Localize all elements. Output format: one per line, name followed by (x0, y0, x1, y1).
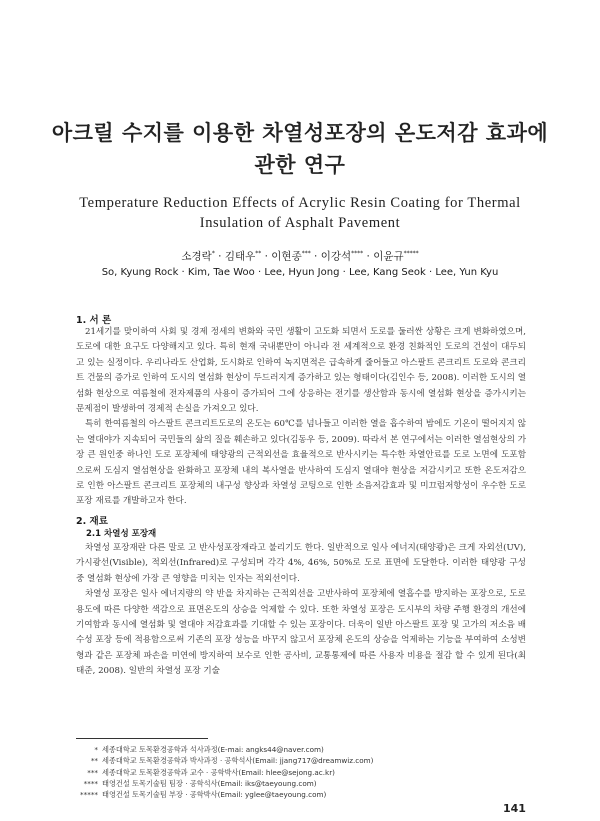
english-title (40, 193, 560, 233)
footnote-1-text: 세종대학교 토목환경공학과 석사과정(E-mai: angks44@naver.com) (102, 745, 324, 754)
section-1-paragraph-2: 특히 한여름철의 아스팔트 콘크리트도로의 온도는 60℃를 넘나들고 이러한 열을 흡수하여 밤에도 기온이 떨어지지 않는 열대야가 지속되어 국민들의 삶의 질을 훼손하고 있다(김동우 등, 2009). 따라서 본 연구에서는 이러한 열섬현상의 가장 큰 원인중 하나인 도로 포장체에 태양광의 근적외선을 효율적으로 반사시키는 특수한 차열안료를 도로 노면에 도포함으로써 도심지 열섬현상을 완화하고 포장체 내의 복사열을 반사하여 도심지 열대야 현상을 저감시키고 또한 온도저감으로 인한 아스팔트 콘크리트 포장체의 내구성 향상과 차열성 코팅으로 인한 소음저감효과 및 미끄럼저항성이 우수한 도로포장 재료를 개발하고자 한다. (76, 419, 526, 507)
section-2-paragraph-1: 차열성 포장재란 다른 말로 고 반사성포장재라고 불리기도 한다. 일반적으로 일사 에너지(태양광)은 크게 자외선(UV), 가시광선(Visible), 적외선(Infrared)로 구성되며 각각 4%, 46%, 50%로 도로 표면에 도달한다. 이러한 태양광 구성 중 열섬화 현상에 가장 큰 영향을 미치는 인자는 적외선이다. (76, 543, 526, 584)
footnote-4-mark: **** (83, 778, 98, 788)
footnote-5 (76, 789, 476, 800)
footnote-3 (76, 767, 476, 778)
english-title-line-2: Insulation of Asphalt Pavement (199, 215, 401, 231)
author-2-name: 김태우 (224, 250, 256, 263)
section-2-body (76, 541, 526, 680)
page-number: 141 (503, 802, 526, 815)
section-1-paragraph-1: 21세기를 맞이하여 사회 및 경제 정세의 변화와 국민 생활이 고도화 되면서 도로를 둘러싼 상황은 크게 변화하였으며, 도로에 대한 요구도 다양해지고 있다. 특히 현재 국내뿐만이 아니라 전 세계적으로 환경 친화적인 도로의 건설이 대두되고 있는 실정이다. 우리나라도 산업화, 도시화로 인하여 녹지면적은 급속하게 줄어들고 아스팔트 콘크리트 도로와 콘크리트 건물의 증가로 인하여 도시의 열섬화 현상이 두드러지게 증가하고 있는 형태이다(김인수 등, 2008). 이러한 도시의 열섬화 현상으로 여름철에 전자제품의 사용이 증가되어 그에 상응하는 전기를 생산함과 동시에 열섬화 현상을 증가시키는 문제점이 발생하여 경제적 손실을 가져오고 있다. (76, 327, 526, 415)
author-1-name: 소경락 (181, 250, 212, 263)
footnote-5-text: 태영건설 토목기술팀 부장 · 공학박사(Email: yglee@taeyoung.com) (102, 790, 327, 800)
korean-title-line-2: 관한 연구 (254, 153, 346, 177)
korean-title-line-1: 아크릴 수지를 이용한 차열성포장의 온도저감 효과에 (51, 121, 549, 145)
author-1-mark: * (211, 250, 215, 257)
author-separator: · (310, 250, 321, 263)
footnote-3-mark: *** (87, 767, 98, 777)
section-2-paragraph-2: 차열성 포장은 일사 에너지량의 약 반을 차지하는 근적외선을 고반사하여 포장체에 열흡수를 방지하는 포장으로, 도로용도에 따른 다양한 색감으로 표면온도의 상승을 억제할 수 있다. 또한 차열성 포장은 도시부의 차량 주행 환경의 개선에 기여함과 동시에 열섬화 및 열대야 저감효과를 기대할 수 있는 포장이다. 더욱이 일반 아스팔트 포장 및 고가의 저소음 배수성 포장 등에 적용함으로써 기존의 포장 성능을 바꾸지 않고서 포장체 온도의 상승을 억제하는 기능을 부여하여 소성변형과 같은 포장체 파손을 미연에 방지하여 보수로 인한 공사비, 교통통제에 따른 사용자 비용을 절감 할 수 있게 된다(최태준, 2008). 일반의 차열성 포장 기술 (76, 589, 526, 677)
footnote-2 (76, 755, 476, 766)
author-5-mark: ***** (403, 250, 419, 257)
footnotes (76, 744, 476, 800)
author-3-mark: *** (301, 250, 311, 257)
footnote-1-mark: * (94, 745, 98, 754)
section-1-body (76, 325, 526, 510)
author-4-mark: **** (351, 250, 364, 257)
section-2-1-heading: 2.1 차열성 포장재 (86, 529, 157, 539)
footnote-5-mark: ***** (80, 790, 98, 800)
author-separator: · (214, 250, 225, 263)
footnote-2-mark: ** (90, 756, 98, 766)
section-2-heading: 2. 재료 (76, 516, 108, 527)
footnote-divider (76, 738, 208, 739)
korean-title (40, 117, 560, 181)
section-1-heading: 1. 서 론 (76, 315, 112, 326)
footnote-4 (76, 778, 476, 789)
footnote-3-text: 세종대학교 토목환경공학과 교수 · 공학박사(Email: hlee@sejong.ac.kr) (102, 767, 335, 777)
author-5-name: 이윤규 (373, 250, 404, 263)
english-authors: So, Kyung Rock · Kim, Tae Woo · Lee, Hyun Jong · Lee, Kang Seok · Lee, Yun Kyu (101, 267, 499, 278)
author-separator: · (261, 250, 272, 263)
author-4-name: 이강석 (320, 250, 352, 263)
footnote-4-text: 태영건설 토목기술팀 팀장 · 공학석사(Email: iks@taeyoung.com) (102, 778, 317, 788)
author-3-name: 이현종 (271, 250, 302, 263)
author-2-mark: ** (255, 250, 262, 257)
author-separator: · (363, 250, 374, 263)
footnote-2-text: 세종대학교 토목환경공학과 박사과정 · 공학석사(Email: jjang717@dreamwiz.com) (102, 756, 374, 766)
english-title-line-1: Temperature Reduction Effects of Acrylic Resin Coating for Thermal (79, 195, 521, 211)
korean-authors (40, 247, 560, 264)
footnote-1 (76, 744, 476, 755)
